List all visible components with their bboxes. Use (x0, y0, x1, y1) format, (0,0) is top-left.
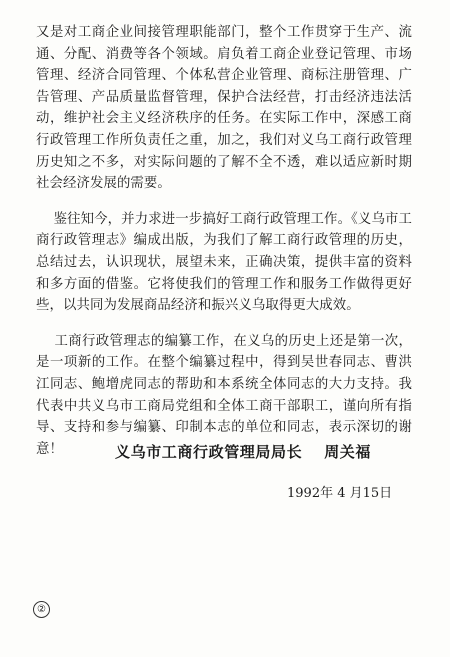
paragraph-1: 又是对工商企业间接管理职能部门，整个工作贯穿于生产、流通、分配、消费等各个领域。肩负着工商企业登记管理、市场管理、经济合同管理、个体私营企业管理、商标注册管理、广告管理、产品质量监督管理，保护合法经营，打击经济违法活动，维护社会主义经济秩序的任务。在实际工作中，深感工商行政管理工作所负责任之重，加之，我们对义乌工商行政管理历史知之不多，对实际问题的了解不全不透，难以适应新时期社会经济发展的需要。 (36, 25, 412, 192)
paragraph-2: 鉴往知今，并力求进一步搞好工商行政管理工作。《义乌市工商行政管理志》编成出版，为我们了解工商行政管理的历史，总结过去，认识现状，展望未来，正确决策，提供丰富的资料和多方面的借鉴。它将使我们的管理工作和服务工作做得更好些，以共同为发展商品经济和振兴义乌取得更大成效。 (36, 211, 412, 314)
document-date: 1992年 4 月15日 (287, 486, 393, 501)
document-body (36, 22, 412, 460)
signature-line (115, 441, 371, 462)
signature-name: 周关福 (324, 443, 372, 461)
paragraph-3: 工商行政管理志的编纂工作，在义乌的历史上还是第一次，是一项新的工作。在整个编纂过程中，得到吴世春同志、曹洪江同志、鲍增虎同志的帮助和本系统全体同志的大力支持。我代表中共义乌市工商局党组和全体工商干部职工，谨向所有指导、支持和参与编纂、印制本志的单位和同志，表示深切的谢意！ (36, 333, 412, 457)
signature-title: 义乌市工商行政管理局局长 (115, 443, 303, 461)
page-number: ② (33, 601, 50, 618)
